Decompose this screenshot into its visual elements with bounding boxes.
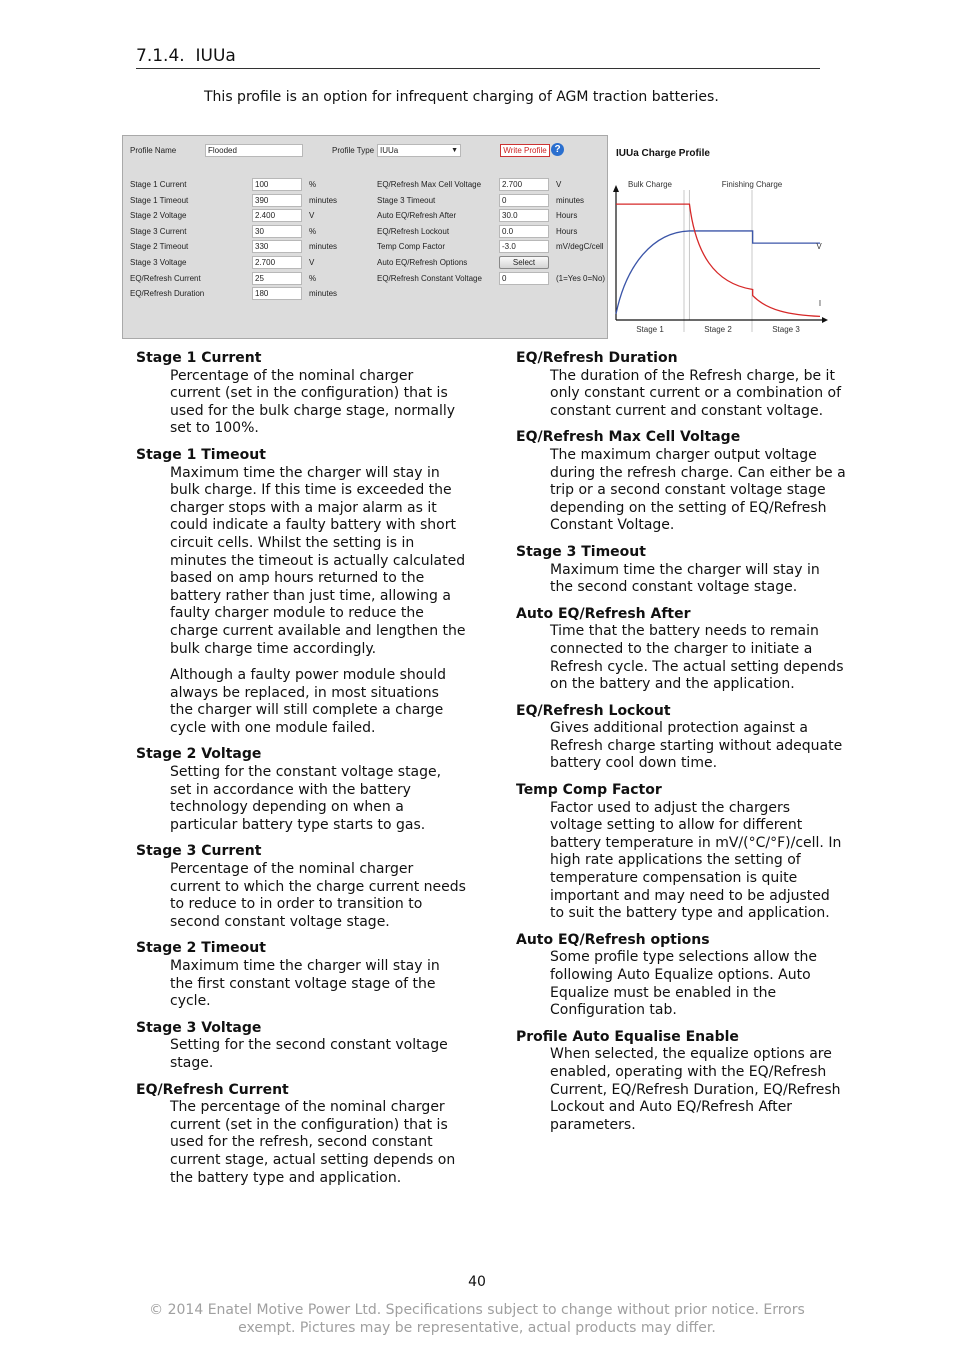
definition-entry [516, 932, 846, 1020]
profile-type-label: Profile Type [332, 146, 375, 155]
param-input[interactable]: -3.0 [499, 240, 549, 253]
intro-text: This profile is an option for infrequent charging of AGM traction batteries. [204, 89, 719, 105]
definition-term: Stage 2 Timeout [136, 940, 266, 957]
param-label: Stage 3 Timeout [377, 196, 436, 205]
param-unit: minutes [556, 196, 585, 205]
param-label: EQ/Refresh Lockout [377, 227, 450, 236]
select-button[interactable]: Select [499, 256, 549, 269]
param-label: Stage 1 Current [130, 180, 187, 189]
param-input[interactable]: 2.700 [252, 256, 302, 269]
param-label: EQ/Refresh Current [130, 274, 201, 283]
x-axis-arrow [822, 317, 828, 323]
definition-term: Stage 3 Voltage [136, 1019, 262, 1036]
stage-label: Stage 1 [636, 325, 664, 334]
definition-term: EQ/Refresh Current [136, 1081, 289, 1098]
phase-label: Bulk Charge [627, 180, 673, 189]
param-input[interactable]: 2.700 [499, 178, 549, 191]
definition-paragraph: Some profile type selections allow the following Auto Equalize options. Auto Equalize must be enabled in the Configuration tab. [550, 949, 818, 1019]
definition-entry [516, 703, 846, 773]
param-input[interactable]: 30 [252, 225, 302, 238]
definition-term: Stage 1 Current [136, 350, 262, 366]
param-unit: Hours [556, 211, 578, 220]
param-label: Stage 2 Voltage [130, 211, 187, 220]
series-label-v: V [816, 242, 822, 251]
definition-paragraph: Maximum time the charger will stay in the second constant voltage stage. [550, 561, 820, 596]
definition-paragraph: The maximum charger output voltage during the refresh charge. Can either be a trip or a second constant voltage stage depending on the setting of EQ/Refresh Constant Voltage. [550, 446, 846, 534]
definition-entry [516, 544, 846, 597]
definition-paragraph: Factor used to adjust the chargers voltage setting to allow for different battery temperature in mV/(°C/°F)/cell. In high rate applications the setting of temperature compensation is quite important and may need to be adjusted to suit the battery type and application. [550, 799, 842, 922]
definition-body [170, 465, 466, 738]
definition-body [170, 861, 466, 931]
chart-title: IUUa Charge Profile [616, 148, 710, 159]
param-input[interactable]: 0 [499, 272, 549, 285]
definition-term: Stage 1 Timeout [136, 446, 266, 463]
help-icon[interactable]: ? [551, 143, 564, 156]
definition-body [550, 447, 846, 535]
definition-paragraph: Maximum time the charger will stay in the first constant voltage stage of the cycle. [170, 958, 440, 1010]
param-unit: minutes [309, 289, 338, 298]
param-label: Stage 3 Voltage [130, 258, 187, 267]
param-unit: V [556, 180, 562, 189]
param-label: Auto EQ/Refresh Options [377, 258, 468, 267]
profile-settings-panel [122, 135, 608, 339]
definition-body [550, 800, 846, 923]
definition-entry [516, 606, 846, 694]
param-input[interactable]: 180 [252, 287, 302, 300]
param-label: EQ/Refresh Duration [130, 289, 205, 298]
footer [100, 1301, 854, 1337]
definition-paragraph: When selected, the equalize options are enabled, operating with the EQ/Refresh Current, EQ/Refresh Duration, EQ/Refresh Lockout and Auto EQ/Refresh After parameters. [550, 1046, 841, 1133]
stage-label: Stage 2 [704, 325, 732, 334]
param-unit: % [309, 274, 317, 283]
definition-entry [516, 350, 846, 420]
definition-paragraph: Percentage of the nominal charger current to which the charge current needs to reduce to in order to transition to second constant voltage stage. [170, 861, 466, 930]
param-input[interactable]: 0.0 [499, 225, 549, 238]
section-title: IUUa [195, 46, 236, 66]
series-line-I [616, 204, 820, 316]
definition-paragraph: Although a faulty power module should always be replaced, in most situations the charger will still complete a charge cycle with one module failed. [170, 667, 447, 736]
y-axis-arrow [613, 185, 619, 192]
definition-paragraph: Time that the battery needs to remain connected to the charger to initiate a Refresh cycle. The actual setting depends on the battery and the application. [550, 623, 844, 693]
definition-body [550, 949, 846, 1019]
definition-entry [136, 746, 466, 834]
definition-paragraph: Percentage of the nominal charger current (set in the configuration) that is used for the bulk charge stage, normally set to 100%. [170, 367, 456, 437]
definition-term: EQ/Refresh Duration [516, 350, 678, 366]
definition-body [550, 368, 846, 421]
page-number: 40 [468, 1274, 486, 1290]
param-label: EQ/Refresh Max Cell Voltage [377, 180, 482, 189]
profile-name-label: Profile Name [130, 146, 177, 155]
param-input[interactable]: 30.0 [499, 209, 549, 222]
definition-entry [136, 940, 466, 1010]
definition-term: Auto EQ/Refresh options [516, 931, 710, 948]
definition-body [550, 1046, 846, 1134]
param-unit: mV/degC/cell [556, 242, 604, 251]
param-label: EQ/Refresh Constant Voltage [377, 274, 482, 283]
definition-body [170, 1099, 466, 1187]
param-input[interactable]: 25 [252, 272, 302, 285]
param-unit: % [309, 227, 317, 236]
chevron-down-icon: ▼ [451, 147, 458, 154]
param-unit: (1=Yes 0=No) [556, 274, 606, 283]
section-number: 7.1.4. [136, 46, 185, 66]
left-definition-column [136, 350, 466, 1196]
profile-type-select[interactable] [377, 144, 461, 157]
definition-term: Profile Auto Equalise Enable [516, 1028, 739, 1045]
definition-body [550, 623, 846, 693]
definition-term: Stage 3 Current [136, 843, 262, 860]
param-unit: % [309, 180, 317, 189]
definition-entry [136, 843, 466, 931]
definition-entry [516, 782, 846, 923]
param-unit: minutes [309, 196, 338, 205]
definition-body [550, 562, 846, 597]
section-heading [136, 46, 820, 69]
series-line-V [616, 231, 820, 314]
definition-body [550, 720, 846, 773]
profile-type-value: IUUa [380, 146, 399, 155]
definition-term: Temp Comp Factor [516, 782, 662, 799]
param-label: Stage 3 Current [130, 227, 187, 236]
definition-paragraph: Setting for the second constant voltage stage. [170, 1037, 448, 1071]
charge-profile-chart [610, 170, 828, 340]
param-input[interactable]: 100 [252, 178, 302, 191]
param-label: Auto EQ/Refresh After [377, 211, 457, 220]
param-unit: minutes [309, 242, 338, 251]
right-definition-column [516, 350, 846, 1143]
definition-body [170, 368, 466, 438]
definition-entry [516, 429, 846, 535]
phase-label: Finishing Charge [721, 180, 783, 189]
definition-entry [136, 1020, 466, 1073]
definition-body [170, 1037, 466, 1072]
param-input[interactable]: 330 [252, 240, 302, 253]
param-input[interactable]: 390 [252, 194, 302, 207]
definition-term: EQ/Refresh Max Cell Voltage [516, 429, 741, 446]
param-label: Stage 2 Timeout [130, 242, 189, 251]
definition-paragraph: The percentage of the nominal charger current (set in the configuration) that is used for the refresh, second constant current stage, actual setting depends on the battery type and application. [170, 1099, 456, 1186]
definition-body [170, 764, 466, 834]
stage-label: Stage 3 [772, 325, 800, 334]
definition-paragraph: Maximum time the charger will stay in bulk charge. If this time is exceeded the charger stops with a major alarm as it could indicate a faulty battery with short circuit cells. Whilst the setting is in minutes the timeout is actually calculated based on amp hours returned to the battery rather than just time, allowing a faulty charger module to reduce the charge current available and lengthen the bulk charge time accordingly. [170, 464, 466, 657]
series-label-i: I [818, 299, 822, 308]
definition-term: Auto EQ/Refresh After [516, 605, 691, 622]
definition-term: Stage 3 Timeout [516, 543, 646, 560]
definition-term: Stage 2 Voltage [136, 746, 262, 763]
param-unit: V [309, 258, 315, 267]
definition-paragraph: The duration of the Refresh charge, be it only constant current or a combination of constant current and constant voltage. [550, 367, 842, 419]
param-label: Temp Comp Factor [377, 242, 446, 251]
definition-term: EQ/Refresh Lockout [516, 702, 671, 719]
definition-paragraph: Setting for the constant voltage stage, set in accordance with the battery technology depending on when a particular battery type starts to gas. [170, 764, 442, 833]
footer-line: exempt. Pictures may be representative, actual products may differ. [238, 1320, 716, 1336]
write-profile-button[interactable]: Write Profile [500, 144, 550, 157]
definition-entry [136, 447, 466, 738]
param-input[interactable]: 0 [499, 194, 549, 207]
param-input[interactable]: 2.400 [252, 209, 302, 222]
definition-entry [516, 1029, 846, 1135]
param-label: Stage 1 Timeout [130, 196, 189, 205]
definition-paragraph: Gives additional protection against a Refresh charge starting without adequate battery cool down time. [550, 720, 843, 772]
footer-line: © 2014 Enatel Motive Power Ltd. Specifications subject to change without prior notice. Errors [149, 1302, 805, 1318]
param-unit: Hours [556, 227, 578, 236]
definition-body [170, 958, 466, 1011]
definition-entry [136, 1082, 466, 1188]
definition-entry [136, 350, 466, 438]
param-unit: V [309, 211, 315, 220]
profile-name-input[interactable]: Flooded [205, 144, 303, 157]
